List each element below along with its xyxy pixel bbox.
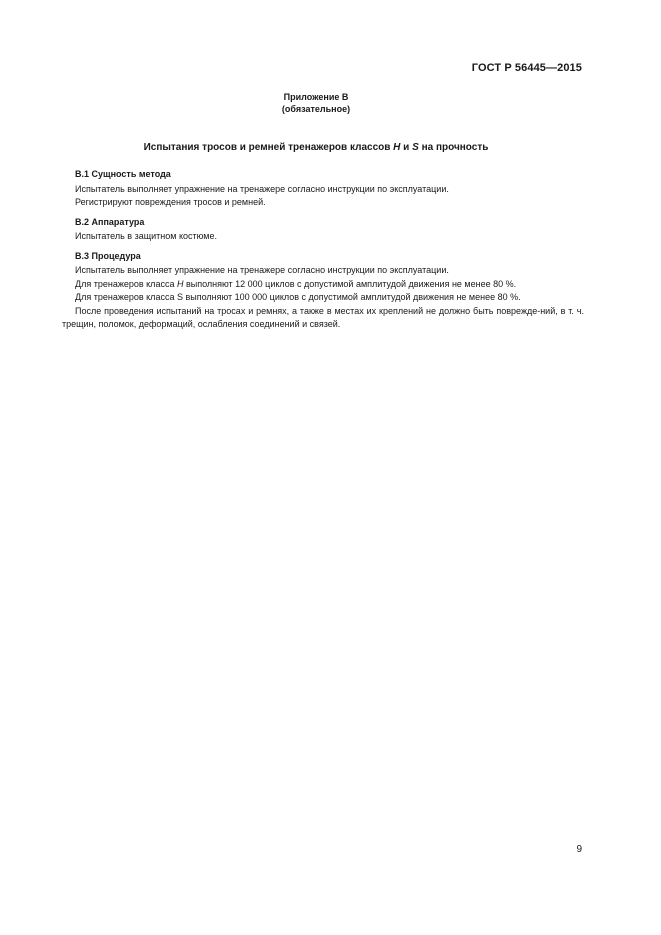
annex-heading [0, 91, 632, 115]
annex-status: (обязательное) [281, 104, 351, 114]
page-number: 9 [576, 844, 582, 855]
procedure-paragraph: После проведения испытаний на тросах и ремнях, а также в местах их креплений не должно быть поврежде-ний, в т. ч. трещин, поломок, деформаций, ослабления соединений и связей. [62, 305, 584, 329]
section-title-class-s: S [412, 142, 419, 153]
procedure-line2-class: H [176, 278, 184, 289]
section-title-prefix: Испытания тросов и ремней тренажеров классов [143, 142, 394, 153]
subsection-apparatus [62, 216, 584, 244]
section-title-class-h: H [393, 142, 401, 153]
procedure-paragraph: Испытатель выполняет упражнение на тренажере согласно инструкции по эксплуатации. [75, 265, 449, 275]
subsection-method [62, 168, 584, 210]
procedure-line2-prefix: Для тренажеров класса [75, 278, 177, 289]
apparatus-paragraph: Испытатель в защитном костюме. [75, 231, 217, 241]
standard-code: ГОСТ Р 56445—2015 [471, 62, 582, 74]
method-paragraph: Регистрируют повреждения тросов и ремней. [75, 197, 266, 207]
document-body [62, 168, 584, 338]
procedure-line2-suffix: выполняют 12 000 циклов с допустимой амплитудой движения не менее 80 %. [183, 278, 517, 289]
method-paragraph: Испытатель выполняет упражнение на тренажере согласно инструкции по эксплуатации. [75, 183, 449, 194]
subsection-method-heading: В.1 Сущность метода [75, 169, 171, 179]
subsection-apparatus-heading: В.2 Аппаратура [75, 216, 145, 227]
section-title [0, 142, 632, 153]
subsection-procedure [62, 250, 584, 332]
procedure-paragraph: Для тренажеров класса S выполняют 100 000 циклов с допустимой амплитудой движения не менее 80 %. [75, 292, 521, 302]
section-title-suffix: на прочность [418, 142, 489, 153]
procedure-paragraph-class-h [62, 278, 584, 292]
section-title-middle: и [400, 142, 413, 153]
annex-title: Приложение В [283, 92, 349, 102]
subsection-procedure-heading: В.3 Процедура [75, 250, 141, 261]
